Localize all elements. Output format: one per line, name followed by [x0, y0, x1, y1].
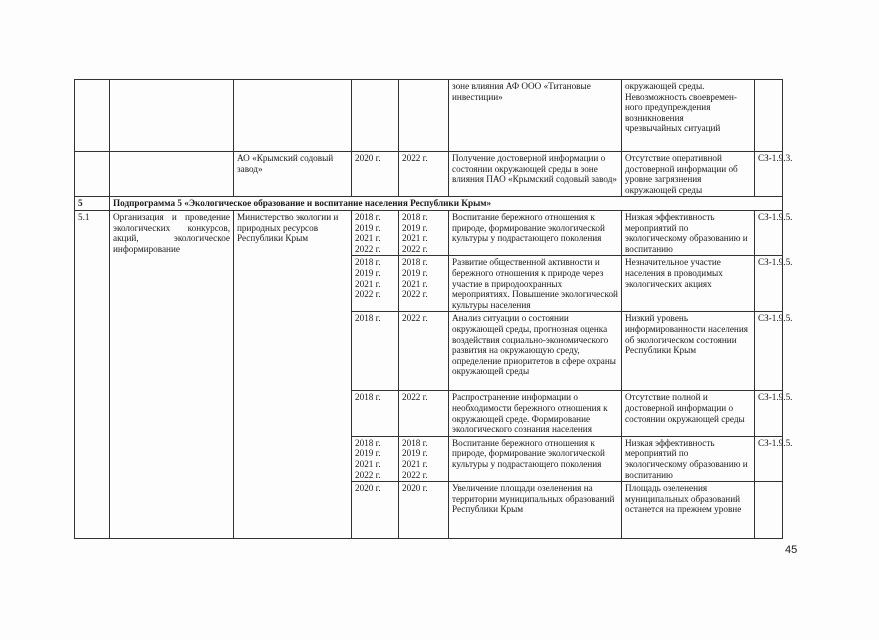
- result-cell: Развитие общественной активности и бережного отношения к природе через участие в природоохранных мероприятиях. Повышение экологической культуры населения: [449, 256, 622, 312]
- section-title: Подпрограмма 5 «Экологическое образование и воспитание населения Республики Крым»: [110, 197, 783, 211]
- code-cell: СЗ-1.9.5.: [755, 210, 783, 255]
- end-year-cell: 2022 г.: [399, 391, 449, 436]
- code-cell: СЗ-1.9.5.: [755, 312, 783, 391]
- end-year-cell: 2020 г.: [399, 482, 449, 539]
- start-year-cell: 2018 г. 2019 г. 2021 г. 2022 г.: [352, 256, 399, 312]
- item-number: 5.1: [75, 210, 110, 538]
- activity-cell: [110, 80, 234, 152]
- table-row: [75, 210, 783, 255]
- number-cell: [75, 152, 110, 197]
- result-cell: Увеличение площади озеленения на территории муниципальных образований Республики Крым: [449, 482, 622, 539]
- end-year-cell: 2018 г. 2019 г. 2021 г. 2022 г.: [399, 210, 449, 255]
- result-cell: Воспитание бережного отношения к природе, формирование экологической культуры у подрастающего поколения: [449, 210, 622, 255]
- risk-cell: Низкая эффективность мероприятий по экологическому образованию и воспитанию: [622, 436, 755, 481]
- activity-cell: [110, 152, 234, 197]
- risk-cell: Незначительное участие населения в проводимых экологических акциях: [622, 256, 755, 312]
- table-row: [75, 80, 783, 152]
- start-year-cell: 2018 г.: [352, 312, 399, 391]
- risk-cell: Отсутствие полной и достоверной информации о состоянии окружающей среды: [622, 391, 755, 436]
- result-cell: Получение достоверной информации о состоянии окружающей среды в зоне влияния ПАО «Крымский содовый завод»: [449, 152, 622, 197]
- item-activity: Организация и проведение экологических конкурсов, акций, экологическое информирование: [110, 210, 234, 538]
- table-row: [75, 152, 783, 197]
- item-executor: Министерство экологии и природных ресурсов Республики Крым: [234, 210, 352, 538]
- code-cell: [755, 482, 783, 539]
- program-table: [74, 79, 793, 539]
- executor-cell: [234, 80, 352, 152]
- result-cell: Анализ ситуации о состоянии окружающей среды, прогнозная оценка воздействия социально-экономического развития на окружающую среду, определение приоритетов в сфере охраны окружающей среды: [449, 312, 622, 391]
- end-year-cell: 2018 г. 2019 г. 2021 г. 2022 г.: [399, 256, 449, 312]
- result-cell: Воспитание бережного отношения к природе, формирование экологической культуры у подрастающего поколения: [449, 436, 622, 481]
- code-cell: [755, 80, 783, 152]
- start-year-cell: 2020 г.: [352, 152, 399, 197]
- start-year-cell: 2018 г. 2019 г. 2021 г. 2022 г.: [352, 436, 399, 481]
- risk-cell: Низкий уровень информированности населения об экологическом состоянии Республики Крым: [622, 312, 755, 391]
- end-year-cell: 2022 г.: [399, 152, 449, 197]
- risk-cell: Отсутствие оперативной достоверной информации об уровне загрязнения окружающей среды: [622, 152, 755, 197]
- executor-cell: АО «Крымский содовый завод»: [234, 152, 352, 197]
- end-year-cell: [399, 80, 449, 152]
- start-year-cell: 2018 г.: [352, 391, 399, 436]
- code-cell: СЗ-1.9.5.: [755, 391, 783, 436]
- result-cell: зоне влияния АФ ООО «Титановые инвестиции»: [449, 80, 622, 152]
- number-cell: [75, 80, 110, 152]
- start-year-cell: 2020 г.: [352, 482, 399, 539]
- code-cell: СЗ-1.9.5.: [755, 436, 783, 481]
- end-year-cell: 2018 г. 2019 г. 2021 г. 2022 г.: [399, 436, 449, 481]
- result-cell: Распространение информации о необходимости бережного отношения к окружающей среде. Формирование экологического сознания населения: [449, 391, 622, 436]
- code-cell: СЗ-1.9.3.: [755, 152, 783, 197]
- code-cell: СЗ-1.9.5.: [755, 256, 783, 312]
- start-year-cell: [352, 80, 399, 152]
- page-number: 45: [785, 544, 798, 556]
- end-year-cell: 2022 г.: [399, 312, 449, 391]
- start-year-cell: 2018 г. 2019 г. 2021 г. 2022 г.: [352, 210, 399, 255]
- risk-cell: окружающей среды. Невозможность своевремен- ного предупреждения возникновения чрезвычайных ситуаций: [622, 80, 755, 152]
- section-number: 5: [75, 197, 110, 211]
- risk-cell: Низкая эффективность мероприятий по экологическому образованию и воспитанию: [622, 210, 755, 255]
- section-row: [75, 197, 783, 211]
- risk-cell: Площадь озеленения муниципальных образований останется на прежнем уровне: [622, 482, 755, 539]
